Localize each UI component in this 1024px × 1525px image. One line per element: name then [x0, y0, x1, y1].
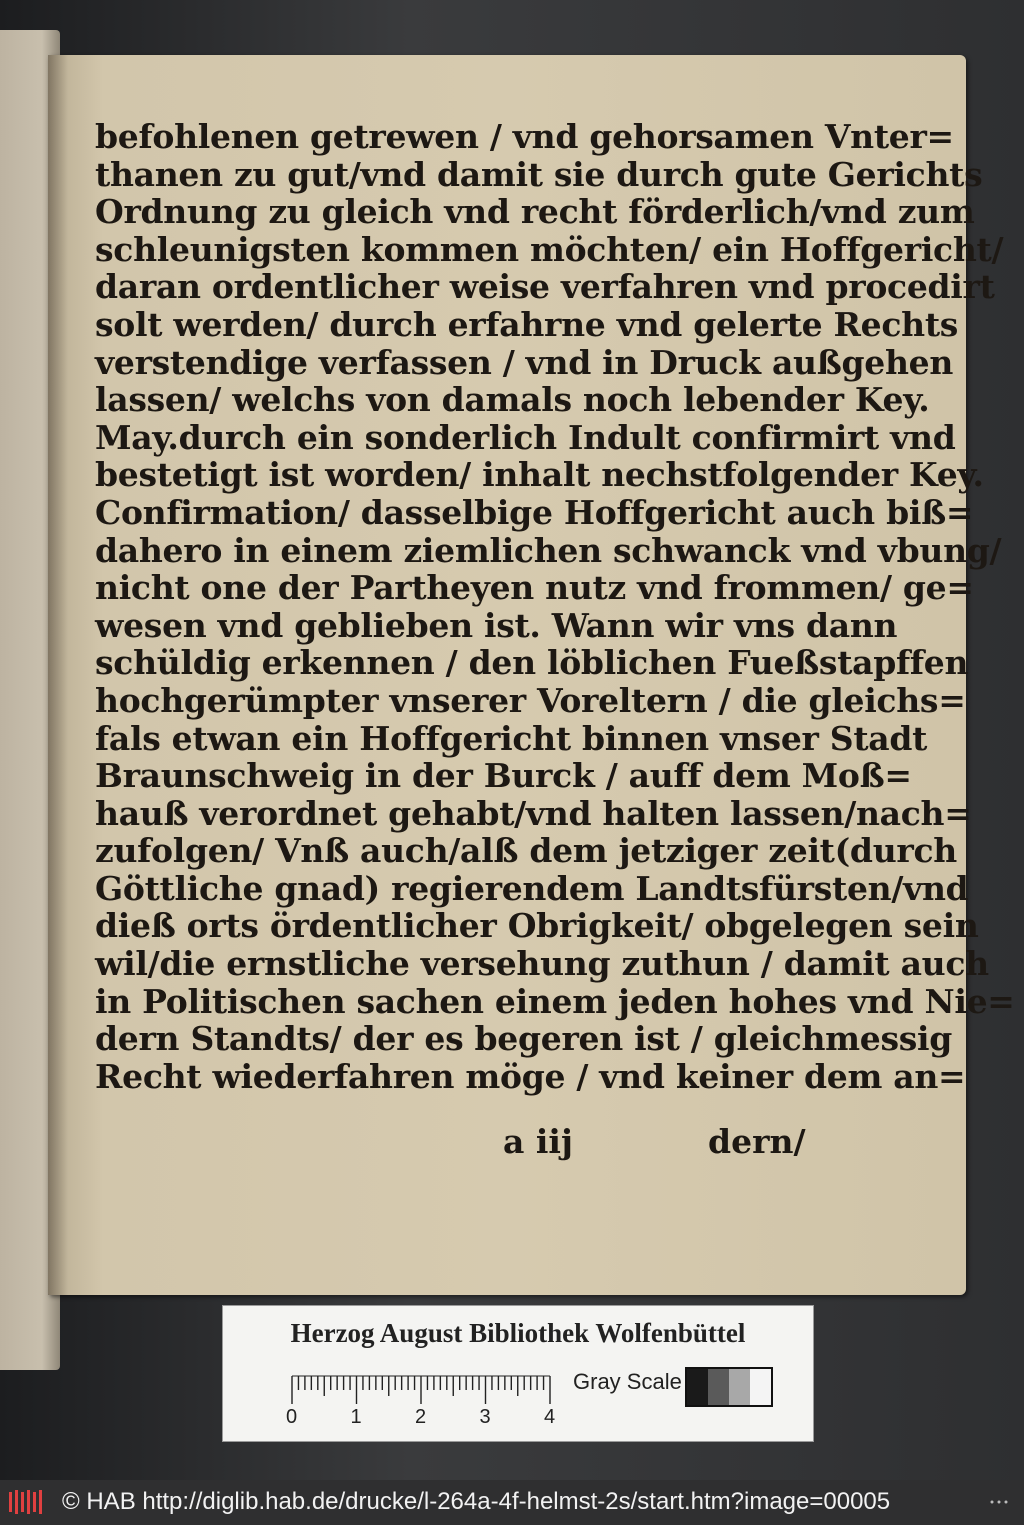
text-line: schüldig erkennen / den löblichen Fueßstapffen — [95, 643, 969, 683]
text-line: Ordnung zu gleich vnd recht förderlich/vnd zum — [95, 192, 975, 232]
text-line: hauß verordnet gehabt/vnd halten lassen/nach= — [95, 793, 972, 833]
gray-swatch — [687, 1369, 708, 1405]
ruler-label: 0 — [286, 1406, 298, 1428]
text-line: May.durch ein sonderlich Indult confirmirt vnd — [95, 417, 956, 457]
gray-swatch — [750, 1369, 771, 1405]
signature-mark: a iij — [503, 1122, 573, 1161]
footer-bar — [0, 1480, 1024, 1525]
gray-swatch — [729, 1369, 750, 1405]
text-line: verstendige verfassen / vnd in Druck außgehen — [95, 342, 954, 382]
text-line: bestetigt ist worden/ inhalt nechstfolgender Key. — [95, 455, 984, 495]
text-line: thanen zu gut/vnd damit sie durch gute Gerichts — [95, 154, 983, 194]
page-footer-line — [0, 1122, 1024, 1162]
ruler-labels — [283, 1406, 563, 1432]
text-line: daran ordentlicher weise verfahren vnd procedirt — [95, 267, 995, 307]
hab-logo-icon — [8, 1488, 46, 1516]
ruler-label: 3 — [479, 1406, 491, 1428]
text-line: dieß orts ördentlicher Obrigkeit/ obgelegen sein — [95, 906, 979, 946]
color-target-card — [222, 1305, 814, 1442]
text-line: lassen/ welchs von damals noch lebender Key. — [95, 380, 930, 420]
page-text — [95, 117, 1015, 1096]
text-line: zufolgen/ Vnß auch/alß dem jetziger zeit(durch — [95, 831, 957, 871]
library-title: Herzog August Bibliothek Wolfenbüttel — [290, 1318, 746, 1348]
gutter-shadow — [48, 55, 68, 1295]
text-line: Recht wiederfahren möge / vnd keiner dem an= — [95, 1056, 966, 1096]
text-line: solt werden/ durch erfahrne vnd gelerte Rechts — [95, 304, 959, 344]
gray-scale-swatches — [685, 1367, 773, 1407]
text-line: hochgerümpter vnserer Voreltern / die gleichs= — [95, 680, 966, 720]
text-line: Göttliche gnad) regierendem Landtsfürsten/vnd — [95, 868, 969, 908]
gray-swatch — [708, 1369, 729, 1405]
ruler-scale — [289, 1374, 559, 1404]
catchword: dern/ — [708, 1122, 806, 1161]
ruler-label: 2 — [415, 1406, 427, 1428]
text-line: wil/die ernstliche versehung zuthun / damit auch — [95, 944, 989, 984]
text-line: nicht one der Partheyen nutz vnd frommen/ ge= — [95, 568, 974, 608]
text-line: Confirmation/ dasselbige Hoffgericht auch biß= — [95, 492, 974, 532]
text-line: fals etwan ein Hoffgericht binnen vnser Stadt — [95, 718, 928, 758]
text-line: wesen vnd geblieben ist. Wann wir vns dann — [95, 605, 898, 645]
text-line: Braunschweig in der Burck / auff dem Moß= — [95, 756, 912, 796]
text-line: dahero in einem ziemlichen schwanck vnd vbung/ — [95, 530, 1002, 570]
ruler-label: 1 — [350, 1406, 362, 1428]
ruler-label: 4 — [544, 1406, 556, 1428]
dots-icon[interactable] — [988, 1494, 1010, 1510]
gray-scale-label: Gray Scale — [573, 1369, 682, 1394]
text-line: schleunigsten kommen möchten/ ein Hoffgericht/ — [95, 229, 1004, 269]
footer-url[interactable]: © HAB http://diglib.hab.de/drucke/l-264a-4f-helmst-2s/start.htm?image=00005 — [62, 1488, 891, 1515]
text-line: in Politischen sachen einem jeden hohes vnd Nie= — [95, 981, 1015, 1021]
text-line: dern Standts/ der es begeren ist / gleichmessig — [95, 1019, 953, 1059]
text-line: befohlenen getrewen / vnd gehorsamen Vnter= — [95, 117, 954, 156]
